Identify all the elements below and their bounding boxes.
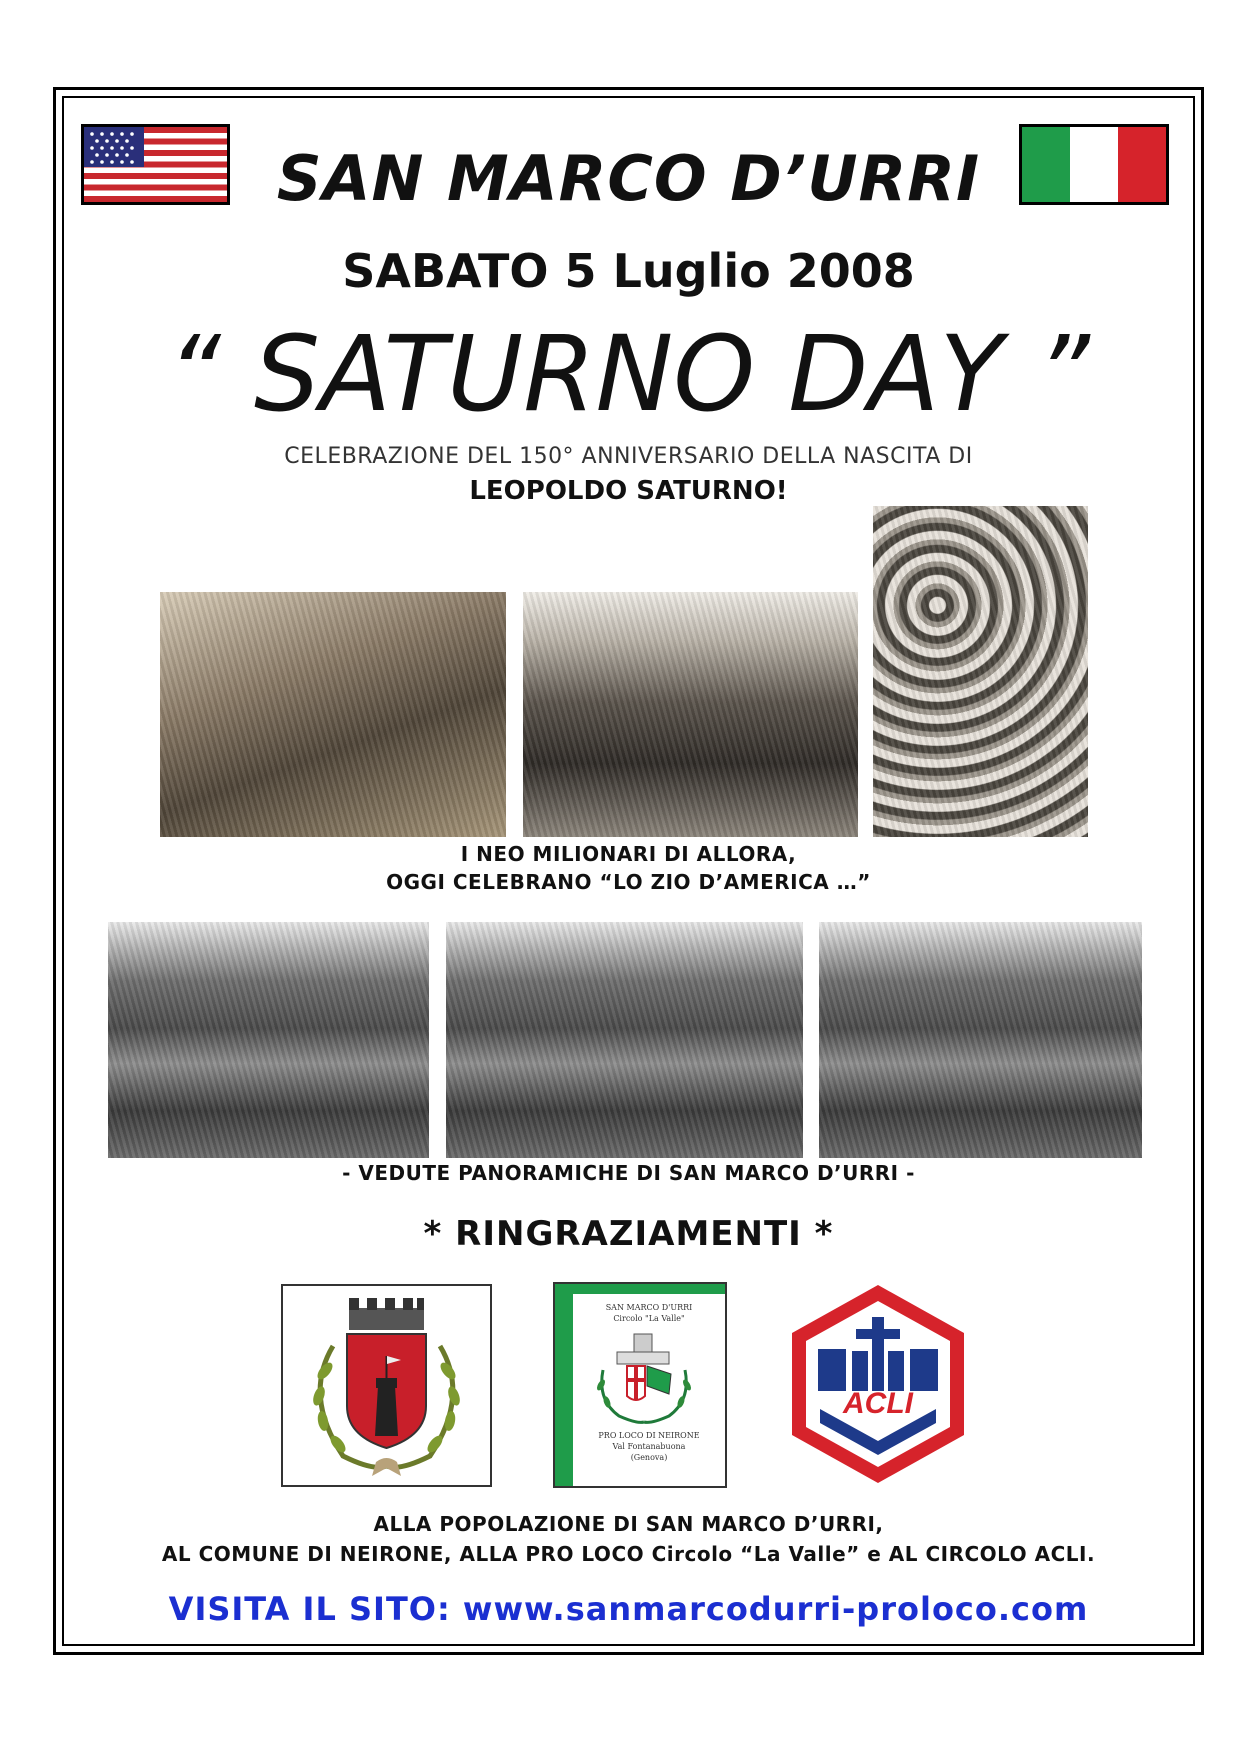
proloco-logo <box>553 1282 727 1488</box>
proloco-bottom-line-3: (Genova) <box>630 1453 668 1462</box>
panorama-photo-1 <box>108 922 429 1158</box>
historic-caption-line-2: OGGI CELEBRANO “LO ZIO D’AMERICA …” <box>386 870 871 894</box>
historic-crowd-photo <box>160 592 506 837</box>
acli-logo-text: ACLI <box>843 1387 913 1420</box>
event-date: SABATO 5 Luglio 2008 <box>342 244 915 298</box>
thanks-heading: * RINGRAZIAMENTI * <box>423 1214 834 1254</box>
historic-caption-line-1: I NEO MILIONARI DI ALLORA, <box>460 842 797 866</box>
thanks-text-line-2: AL COMUNE DI NEIRONE, ALLA PRO LOCO Circolo “La Valle” e AL CIRCOLO ACLI. <box>161 1542 1096 1566</box>
website-link[interactable]: VISITA IL SITO: www.sanmarcodurri-proloco.com <box>168 1590 1089 1628</box>
event-name: “ SATURNO DAY ” <box>167 313 1090 435</box>
proloco-bottom-line-1: PRO LOCO DI NEIRONE <box>598 1431 700 1440</box>
subtitle-line-2: LEOPOLDO SATURNO! <box>469 476 788 506</box>
proloco-top-line-2: Circolo "La Valle" <box>613 1314 685 1323</box>
proloco-bottom-line-2: Val Fontanabuona <box>612 1442 686 1451</box>
comune-coat-of-arms-logo <box>281 1284 492 1487</box>
panorama-photo-3 <box>819 922 1142 1158</box>
thanks-text-line-1: ALLA POPOLAZIONE DI SAN MARCO D’URRI, <box>373 1512 884 1536</box>
historic-faces-photo <box>873 506 1088 837</box>
panorama-photo-2 <box>446 922 803 1158</box>
panorama-caption: - VEDUTE PANORAMICHE DI SAN MARCO D’URRI - <box>342 1161 915 1185</box>
acli-logo <box>786 1281 970 1487</box>
page-title: SAN MARCO D’URRI <box>276 142 981 215</box>
proloco-top-line-1: SAN MARCO D'URRI <box>605 1303 693 1312</box>
proloco-green-band <box>555 1284 573 1486</box>
subtitle-line-1: CELEBRAZIONE DEL 150° ANNIVERSARIO DELLA NASCITA DI <box>284 444 973 469</box>
historic-children-photo <box>523 592 858 837</box>
